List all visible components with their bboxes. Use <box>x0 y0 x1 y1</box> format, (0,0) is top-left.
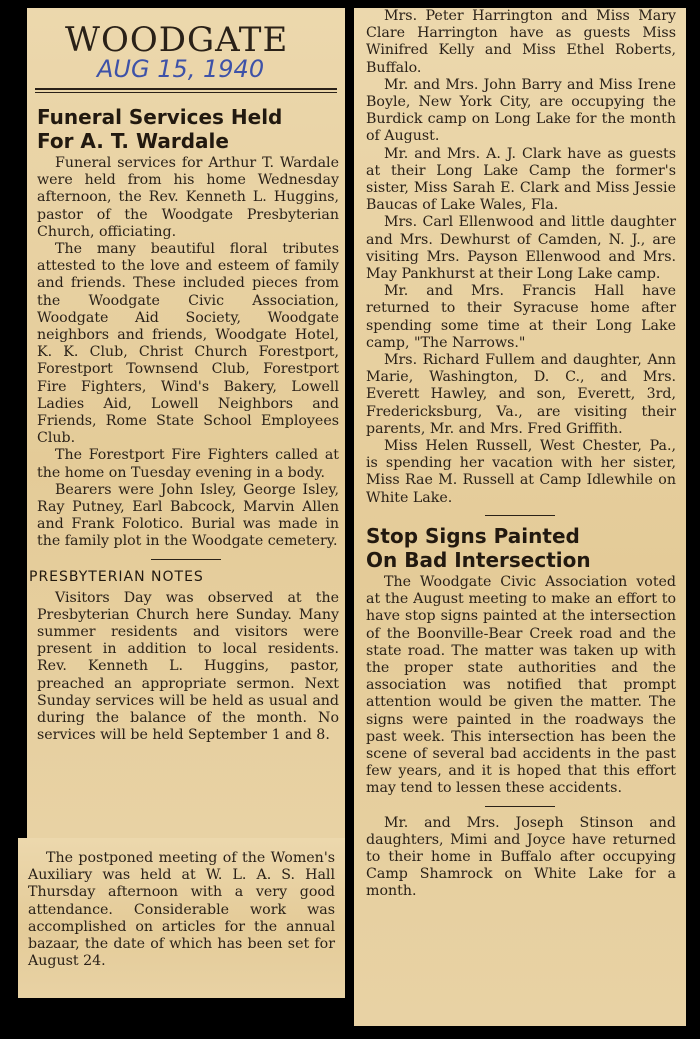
personals-paragraph: Miss Helen Russell, West Chester, Pa., is spending her vacation with her sister, Miss Rae M. Russell at Camp Idlewhile on White Lake. <box>366 438 676 506</box>
personals-paragraph: Mrs. Richard Fullem and daughter, Ann Marie, Washington, D. C., and Mrs. Everett Hawley, and son, Everett, 3rd, Fredericksburg, Va., are visiting their parents, Mr. and Mrs. Fred Griffith. <box>366 352 676 437</box>
stinson-paragraph: Mr. and Mrs. Joseph Stinson and daughters, Mimi and Joyce have returned to their home in Buffalo after occupying Camp Shamrock on White Lake for a month. <box>366 814 676 900</box>
funeral-paragraph: The many beautiful floral tributes attested to the love and esteem of family and friends. These included pieces from the Woodgate Civic Association, Woodgate Aid Society, Woodgate neighbors and friends, Woodgate Hotel, K. K. Club, Christ Church Forestport, Forestport Townsend Club, Forestport Fire Fighters, Wind's Bakery, Lowell Ladies Aid, Lowell Neighbors and Friends, Rome State School Employees Club. <box>37 241 339 447</box>
masthead: WOODGATE <box>65 20 289 60</box>
auxiliary-paragraph: The postponed meeting of the Women's Auxiliary was held at W. L. A. S. Hall Thursday afternoon with a very good attendance. Considerable work was accomplished on articles for the annual bazaar, the date of which has been set for August 24. <box>28 850 335 970</box>
masthead-rule <box>35 88 337 90</box>
funeral-paragraph: Bearers were John Isley, George Isley, Ray Putney, Earl Babcock, Marvin Allen and Frank Folotico. Burial was made in the family plot in the Woodgate cemetery. <box>37 481 339 550</box>
stop-signs-paragraph: The Woodgate Civic Association voted at the August meeting to make an effort to have stop signs painted at the intersection of the Boonville-Bear Creek road and the state road. The matter was taken up with the proper state authorities and the association was notified that prompt attention would be given the matter. The signs were painted in the roadways the past week. This intersection has been the scene of several bad accidents in the past few years, and it is hoped that this effort may tend to lessen these accidents. <box>366 573 676 797</box>
personals-paragraph: Mr. and Mrs. John Barry and Miss Irene Boyle, New York City, are occupying the Burdick camp on Long Lake for the month of August. <box>366 76 676 145</box>
clipping-left-bottom <box>18 838 345 998</box>
presbyterian-paragraph: Visitors Day was observed at the Presbyterian Church here Sunday. Many summer residents and visitors were present in addition to local residents. Rev. Kenneth L. Huggins, pastor, preached an appropriate sermon. Next Sunday services will be held as usual and during the balance of the month. No services will be held September 1 and 8. <box>37 589 339 744</box>
personals-paragraph: Mrs. Carl Ellenwood and little daughter and Mrs. Dewhurst of Camden, N. J., are visiting Mrs. Payson Ellenwood and Mrs. May Pankhurst at their Long Lake camp. <box>366 214 676 283</box>
personals-paragraph: Mrs. Peter Harrington and Miss Mary Clare Harrington have as guests Miss Winifred Kelly and Miss Ethel Roberts, Buffalo. <box>366 8 676 76</box>
masthead-rule-thin <box>35 92 337 93</box>
stop-signs-headline-line2: On Bad Intersection <box>366 547 591 572</box>
clipping-right <box>354 8 686 1026</box>
handwritten-date: AUG 15, 1940 <box>97 55 265 83</box>
section-divider <box>485 515 555 516</box>
clipping-left-top <box>27 8 345 838</box>
stop-signs-headline <box>366 524 680 572</box>
funeral-paragraph: Funeral services for Arthur T. Wardale were held from his home Wednesday afternoon, the Rev. Kenneth L. Huggins, pastor of the Woodgate Presbyterian Church, officiating. <box>37 155 339 240</box>
funeral-headline <box>37 105 339 153</box>
funeral-paragraph: The Forestport Fire Fighters called at the home on Tuesday evening in a body. <box>37 447 339 481</box>
stop-signs-headline-line1: Stop Signs Painted <box>366 523 580 548</box>
presbyterian-heading: PRESBYTERIAN NOTES <box>29 568 204 585</box>
section-divider <box>485 806 555 807</box>
personals-paragraph: Mr. and Mrs. A. J. Clark have as guests at their Long Lake Camp the former's sister, Miss Sarah E. Clark and Miss Jessie Baucas of Lake Wales, Fla. <box>366 145 676 214</box>
funeral-headline-line1: Funeral Services Held <box>37 105 283 129</box>
personals-paragraph: Mr. and Mrs. Francis Hall have returned to their Syracuse home after spending some time at their Long Lake camp, "The Narrows." <box>366 283 676 351</box>
section-divider <box>151 559 221 560</box>
funeral-headline-line2: For A. T. Wardale <box>37 129 229 153</box>
